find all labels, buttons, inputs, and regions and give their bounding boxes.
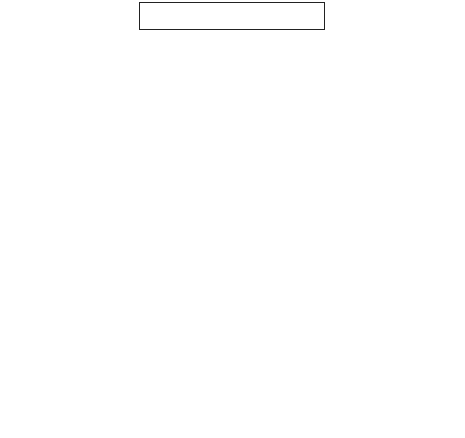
article-body — [4, 34, 461, 434]
headline-box — [139, 2, 325, 30]
